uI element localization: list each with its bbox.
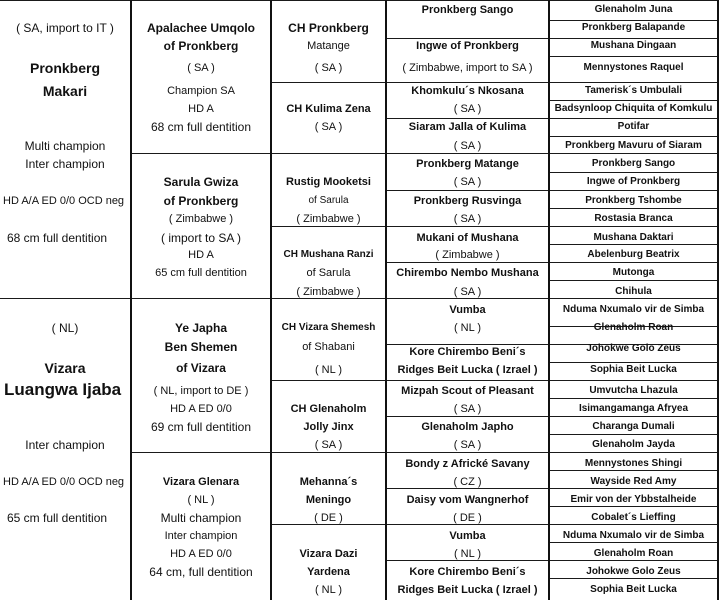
parent-name: Sarula Gwiza <box>163 175 239 189</box>
parent-name: of Pronkberg <box>163 39 239 53</box>
ggg-name: Johokwe Golo Zeus <box>586 343 681 354</box>
parent-origin: ( NL, import to DE ) <box>153 385 249 397</box>
grandparent-name: CH Mushana Ranzi <box>283 249 374 260</box>
grandparent-origin: ( DE ) <box>314 512 343 524</box>
parent-title: Inter champion <box>164 530 238 542</box>
great-grandparent-name: Pronkberg Matange <box>416 158 519 170</box>
great-grandparent-origin: ( Zimbabwe, import to SA ) <box>402 62 533 74</box>
ggg-name: Cobalet´s Lieffing <box>591 512 676 523</box>
ggg-name: Nduma Nxumalo vir de Simba <box>562 304 705 315</box>
ggg-name: Johokwe Golo Zeus <box>586 566 681 577</box>
ggg-name: Pronkberg Mavuru of Siaram <box>565 140 702 151</box>
parent-size: 68 cm full dentition <box>150 120 252 134</box>
subject-title: Inter champion <box>25 438 105 452</box>
subject-name-line2: Luangwa Ijaba <box>4 380 122 399</box>
great-grandparent-origin: ( SA ) <box>453 140 482 152</box>
grandparent-name: Vizara Dazi <box>299 548 358 560</box>
parent-health: HD A ED 0/0 <box>170 548 232 560</box>
subject-health: HD A/A ED 0/0 OCD neg <box>3 195 125 207</box>
parent-health: HD A ED 0/0 <box>170 403 232 415</box>
ggg-name: Emir von der Ybbstalheide <box>570 494 697 505</box>
grandparent-name: Yardena <box>307 566 350 578</box>
parent-name: Vizara Glenara <box>162 476 240 488</box>
great-grandparent-name: Vumba <box>449 530 486 542</box>
ggg-name: Abelenburg Beatrix <box>587 249 680 260</box>
ggg-name: Pronkberg Tshombe <box>585 195 682 206</box>
grandparent-name: Rustig Mooketsi <box>286 176 371 188</box>
parent-health: HD A <box>188 249 214 261</box>
great-grandparent-origin: ( DE ) <box>453 512 482 524</box>
great-grandparent-name: Mizpah Scout of Pleasant <box>401 385 534 397</box>
great-grandparent-origin: ( SA ) <box>453 403 482 415</box>
great-grandparent-name: Khomkulu´s Nkosana <box>411 85 524 97</box>
subject-size: 65 cm full dentition <box>7 511 108 525</box>
ggg-name: Sophia Beit Lucka <box>590 364 677 375</box>
great-grandparent-name: Glenaholm Japho <box>421 421 514 433</box>
grandparent-name: Jolly Jinx <box>303 421 354 433</box>
grandparent-name: Mehanna´s <box>299 476 358 488</box>
ggg-name: Badsynloop Chiquita of Komkulu <box>554 103 713 114</box>
ggg-name: Glenaholm Roan <box>593 548 674 559</box>
great-grandparent-name: Kore Chirembo Beni´s <box>409 566 526 578</box>
great-grandparent-name: Pronkberg Rusvinga <box>413 195 522 207</box>
ggg-name: Isimangamanga Afryea <box>578 403 689 414</box>
grandparent-name: CH Glenaholm <box>290 403 367 415</box>
grandparent-name: CH Kulima Zena <box>286 103 371 115</box>
great-grandparent-origin: ( NL ) <box>453 322 482 334</box>
grandparent-name: of Sarula <box>308 195 349 206</box>
subject-size: 68 cm full dentition <box>7 231 108 245</box>
ggg-name: Potifar <box>617 121 650 132</box>
grandparent-origin: ( Zimbabwe ) <box>296 286 361 298</box>
ggg-name: Rostasia Branca <box>594 213 673 224</box>
grandparent-name: of Shabani <box>302 341 355 353</box>
parent-origin: ( SA ) <box>187 62 215 74</box>
parent-title: Multi champion <box>160 511 242 525</box>
row-rule <box>270 380 719 381</box>
subject-import-note: ( SA, import to IT ) <box>16 21 114 35</box>
great-grandparent-name: Chirembo Nembo Mushana <box>396 267 539 279</box>
parent-name: of Vizara <box>176 361 226 375</box>
great-grandparent-origin: ( NL ) <box>453 548 482 560</box>
great-grandparent-origin: ( SA ) <box>453 286 482 298</box>
subject-name-line1: Pronkberg <box>29 60 100 76</box>
ggg-name: Pronkberg Balapande <box>581 22 686 33</box>
parent-health: HD A <box>188 103 214 115</box>
ggg-name: Mennystones Shingi <box>584 458 683 469</box>
ggg-name: Charanga Dumali <box>592 421 675 432</box>
grandparent-origin: ( NL ) <box>314 584 343 596</box>
grandparent-origin: ( SA ) <box>314 62 343 74</box>
parent-name: Ye Japha <box>174 321 228 335</box>
subject-title: Multi champion <box>24 139 106 153</box>
great-grandparent-name: Kore Chirembo Beni´s <box>409 346 526 358</box>
grandparent-origin: ( NL ) <box>314 364 343 376</box>
subject-title: Inter champion <box>25 157 105 171</box>
great-grandparent-name: Ingwe of Pronkberg <box>416 40 519 52</box>
great-grandparent-origin: ( SA ) <box>453 439 482 451</box>
great-grandparent-origin: ( CZ ) <box>453 476 482 488</box>
parent-name: of Pronkberg <box>163 194 239 208</box>
subject-origin: ( NL) <box>51 321 79 335</box>
great-grandparent-name: Daisy vom Wangnerhof <box>406 494 529 506</box>
ggg-name: Wayside Red Amy <box>590 476 677 487</box>
great-grandparent-name: Mukani of Mushana <box>416 232 519 244</box>
grandparent-name: of Sarula <box>306 267 351 279</box>
ggg-name: Ingwe of Pronkberg <box>586 176 681 187</box>
parent-import: ( import to SA ) <box>160 231 242 245</box>
great-grandparent-name: Bondy z Africké Savany <box>405 458 530 470</box>
subject-name-line2: Makari <box>42 83 88 99</box>
ggg-name: Glenaholm Juna <box>594 4 673 15</box>
grandparent-origin: ( Zimbabwe ) <box>296 213 361 225</box>
great-grandparent-name: Ridges Beit Lucka ( Izrael ) <box>397 584 538 596</box>
great-grandparent-name: Vumba <box>449 304 486 316</box>
ggg-name: Mutonga <box>612 267 655 278</box>
ggg-name: Mushana Dingaan <box>590 40 677 51</box>
ggg-name: Sophia Beit Lucka <box>590 584 677 595</box>
grandparent-name: Meningo <box>305 494 352 506</box>
parent-size: 65 cm full dentition <box>155 267 247 279</box>
grandparent-name: Matange <box>307 40 350 52</box>
parent-name: Ben Shemen <box>164 340 238 354</box>
subject-health: HD A/A ED 0/0 OCD neg <box>3 476 125 488</box>
ggg-name: Mennystones Raquel <box>583 62 684 73</box>
ggg-name: Glenaholm Jayda <box>592 439 675 450</box>
grandparent-origin: ( SA ) <box>314 439 343 451</box>
great-grandparent-origin: ( SA ) <box>453 176 482 188</box>
great-grandparent-name: Ridges Beit Lucka ( Izrael ) <box>397 364 538 376</box>
great-grandparent-origin: ( SA ) <box>453 213 482 225</box>
grandparent-origin: ( SA ) <box>314 121 343 133</box>
parent-size: 69 cm full dentition <box>150 420 252 434</box>
great-grandparent-name: Pronkberg Sango <box>421 4 514 16</box>
parent-origin: ( Zimbabwe ) <box>168 213 234 225</box>
parent-size: 64 cm, full dentition <box>149 565 253 579</box>
ggg-name: Pronkberg Sango <box>591 158 676 169</box>
ggg-name: Tamerisk´s Umbulali <box>584 85 683 96</box>
ggg-name: Mushana Daktari <box>593 232 674 243</box>
ggg-name: Chihula <box>615 286 652 297</box>
ggg-name: Nduma Nxumalo vir de Simba <box>562 530 705 541</box>
grandparent-name: CH Vizara Shemesh <box>281 322 376 333</box>
ggg-name: Glenaholm Roan <box>593 322 674 333</box>
parent-title: Champion SA <box>167 85 235 97</box>
subject-name-line1: Vizara <box>44 360 86 376</box>
great-grandparent-origin: ( Zimbabwe ) <box>435 249 500 261</box>
row-rule <box>548 56 719 57</box>
parent-origin: ( NL ) <box>187 494 215 506</box>
great-grandparent-origin: ( SA ) <box>453 103 482 115</box>
parent-name: Apalachee Umqolo <box>146 21 256 35</box>
ggg-name: Umvutcha Lhazula <box>589 385 678 396</box>
great-grandparent-name: Siaram Jalla of Kulima <box>408 121 527 133</box>
grandparent-name: CH Pronkberg <box>288 21 369 35</box>
